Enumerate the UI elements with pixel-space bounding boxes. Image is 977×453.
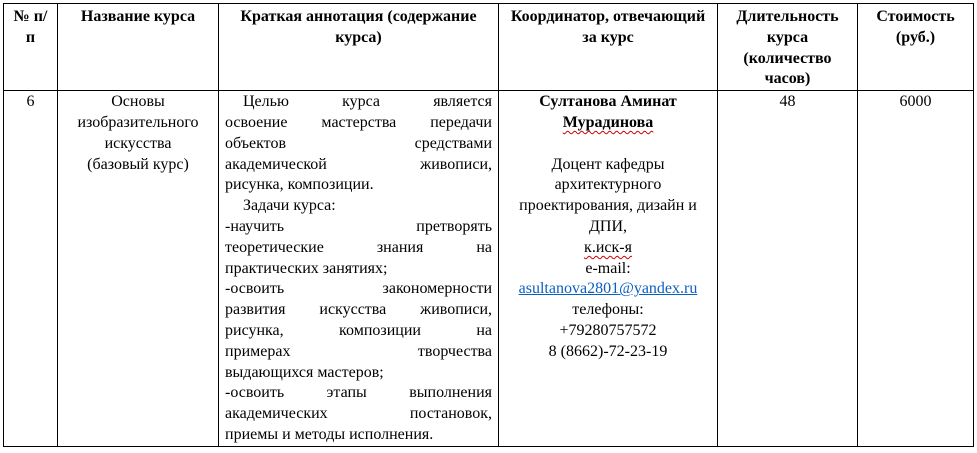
annotation-line: рисунка, композиции. <box>225 176 374 194</box>
coordinator-name-line2: Мурадинова <box>562 113 654 131</box>
header-num: № п/п <box>4 4 58 91</box>
annotation-line: академической живописи, <box>225 155 492 173</box>
coordinator-position-line: архитектурного <box>554 176 662 194</box>
row-num: 6 <box>4 91 58 447</box>
row-cost: 6000 <box>858 91 974 447</box>
course-name-line: искусства <box>104 134 172 152</box>
header-cost: Стоимость (руб.) <box>858 4 974 91</box>
annotation-line: Целью курса является <box>243 93 492 111</box>
coordinator-position-line: проектирования, дизайн и <box>519 197 697 215</box>
coordinator-phones-label: телефоны: <box>572 301 644 319</box>
annotation-line: освоение мастерства передачи <box>225 113 492 131</box>
coordinator-phone-1: +79280757572 <box>559 321 657 339</box>
header-course-name: Название курса <box>58 4 219 91</box>
course-name-line: (базовый курс) <box>87 155 189 173</box>
coordinator-name-line1: Султанова Аминат <box>539 93 677 111</box>
annotation-line: теоретические знания на <box>225 238 492 256</box>
header-coordinator: Координатор, отвечающий за курс <box>499 4 718 91</box>
table-row <box>4 91 974 447</box>
coordinator-degree: к.иск-я <box>584 238 632 256</box>
spacer <box>505 134 711 155</box>
coordinator-degree-wrap <box>505 238 711 259</box>
coordinator-email-link[interactable]: asultanova2801@yandex.ru <box>518 280 698 298</box>
annotation-line: Задачи курса: <box>243 197 336 215</box>
header-row <box>4 4 974 91</box>
annotation-line: академических постановок, <box>225 405 492 423</box>
row-course-name <box>58 91 219 447</box>
annotation-line: -освоить этапы выполнения <box>225 384 492 402</box>
row-duration: 48 <box>718 91 858 447</box>
annotation-line: практических занятиях; <box>225 259 388 277</box>
annotation-line: примерах творчества <box>225 342 492 360</box>
row-coordinator <box>499 91 718 447</box>
course-name-line: изобразительного <box>77 113 199 131</box>
annotation-line: -освоить закономерности <box>225 280 492 298</box>
annotation-line: -научить претворять <box>225 217 492 235</box>
course-name-line: Основы <box>111 93 165 111</box>
annotation-line: развития искусства живописи, <box>225 301 492 319</box>
row-annotation <box>219 91 499 447</box>
coordinator-name-line2-wrap <box>505 113 711 134</box>
coordinator-email-wrap <box>505 279 711 300</box>
header-annotation: Краткая аннотация (содержание курса) <box>219 4 499 91</box>
coordinator-email-label: e-mail: <box>585 259 631 277</box>
course-table <box>3 3 974 447</box>
annotation-line: приемы и методы исполнения. <box>225 425 434 443</box>
annotation-line: объектов средствами <box>225 134 492 152</box>
header-duration: Длительность курса (количество часов) <box>718 4 858 91</box>
annotation-line: выдающихся мастеров; <box>225 363 384 381</box>
coordinator-position-line: Доцент кафедры <box>551 155 665 173</box>
coordinator-phone-2: 8 (8662)-72-23-19 <box>548 342 668 360</box>
coordinator-position-line: ДПИ, <box>588 217 628 235</box>
annotation-line: рисунка, композиции на <box>225 321 492 339</box>
